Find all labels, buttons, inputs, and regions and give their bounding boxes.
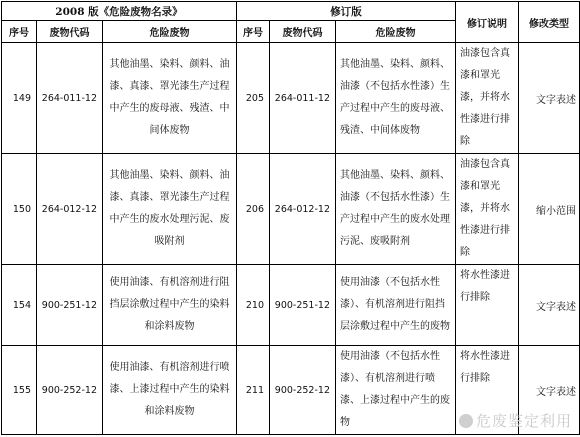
revision-note-cell: 将水性漆进行排除: [456, 346, 519, 435]
table-row: [2, 43, 580, 154]
watermark-text: 危废鉴定利用: [475, 412, 572, 430]
header-seq: 序号: [2, 21, 37, 43]
change-type-cell: 文字表述: [519, 265, 580, 346]
old-desc-cell: 使用油漆、有机溶剂进行阻挡层涂敷过程中产生的染料和涂料废物: [103, 265, 237, 346]
header-revision-note: 修订说明: [456, 2, 519, 43]
header-seq-revised: 序号: [237, 21, 270, 43]
new-desc-cell: 使用油漆（不包括水性漆）、有机溶剂进行阻挡层涂敷过程中产生的废物: [336, 265, 456, 346]
old-seq-cell: 149: [2, 43, 37, 154]
old-code-cell: 900-252-12: [37, 346, 103, 435]
header-hazard: 危险废物: [103, 21, 237, 43]
old-seq-cell: 155: [2, 346, 37, 435]
new-code-cell: 900-251-12: [270, 265, 336, 346]
wechat-logo-icon: [459, 414, 473, 428]
header-code-revised: 废物代码: [270, 21, 336, 43]
header-revised-edition: 修订版: [237, 2, 456, 21]
header-change-type: 修改类型: [519, 2, 580, 43]
new-desc-cell: 其他油墨、染料、颜料、油漆（不包括水性漆）生产过程中产生的废水处理污泥、废吸附剂: [336, 154, 456, 265]
old-code-cell: 264-011-12: [37, 43, 103, 154]
revision-note-cell: 油漆包含真漆和罩光漆，并将水性漆进行排除: [456, 43, 519, 154]
watermark: [459, 410, 572, 431]
new-code-cell: 264-012-12: [270, 154, 336, 265]
new-code-cell: 900-252-12: [270, 346, 336, 435]
new-seq-cell: 205: [237, 43, 270, 154]
old-desc-cell: 使用油漆、有机溶剂进行喷漆、上漆过程中产生的染料和涂料废物: [103, 346, 237, 435]
revision-note-cell: 油漆包含真漆和罩光漆，并将水性漆进行排除: [456, 154, 519, 265]
new-code-cell: 264-011-12: [270, 43, 336, 154]
old-seq-cell: 154: [2, 265, 37, 346]
table-row: [2, 265, 580, 346]
header-2008-edition: 2008 版《危险废物名录》: [2, 2, 237, 21]
table-row: [2, 154, 580, 265]
change-type-cell: 文字表述: [519, 43, 580, 154]
old-code-cell: 264-012-12: [37, 154, 103, 265]
hazardous-waste-comparison-table: [1, 1, 580, 435]
old-seq-cell: 150: [2, 154, 37, 265]
header-hazard-revised: 危险废物: [336, 21, 456, 43]
old-desc-cell: 其他油墨、染料、颜料、油漆、真漆、罩光漆生产过程中产生的废母液、残渣、中间体废物: [103, 43, 237, 154]
new-desc-cell: 使用油漆（不包括水性漆）、有机溶剂进行喷漆、上漆过程中产生的废物: [336, 346, 456, 435]
new-seq-cell: 206: [237, 154, 270, 265]
old-code-cell: 900-251-12: [37, 265, 103, 346]
header-row-groups: [2, 2, 580, 21]
new-seq-cell: 210: [237, 265, 270, 346]
old-desc-cell: 其他油墨、染料、颜料、油漆、真漆、罩光漆生产过程中产生的废水处理污泥、废吸附剂: [103, 154, 237, 265]
change-type-cell: 缩小范围: [519, 154, 580, 265]
revision-note-cell: 将水性漆进行排除: [456, 265, 519, 346]
new-desc-cell: 其他油墨、染料、颜料、油漆（不包括水性漆）生产过程中产生的废母液、残渣、中间体废物: [336, 43, 456, 154]
new-seq-cell: 211: [237, 346, 270, 435]
header-code: 废物代码: [37, 21, 103, 43]
change-type-cell: 文字表述: [519, 346, 580, 435]
